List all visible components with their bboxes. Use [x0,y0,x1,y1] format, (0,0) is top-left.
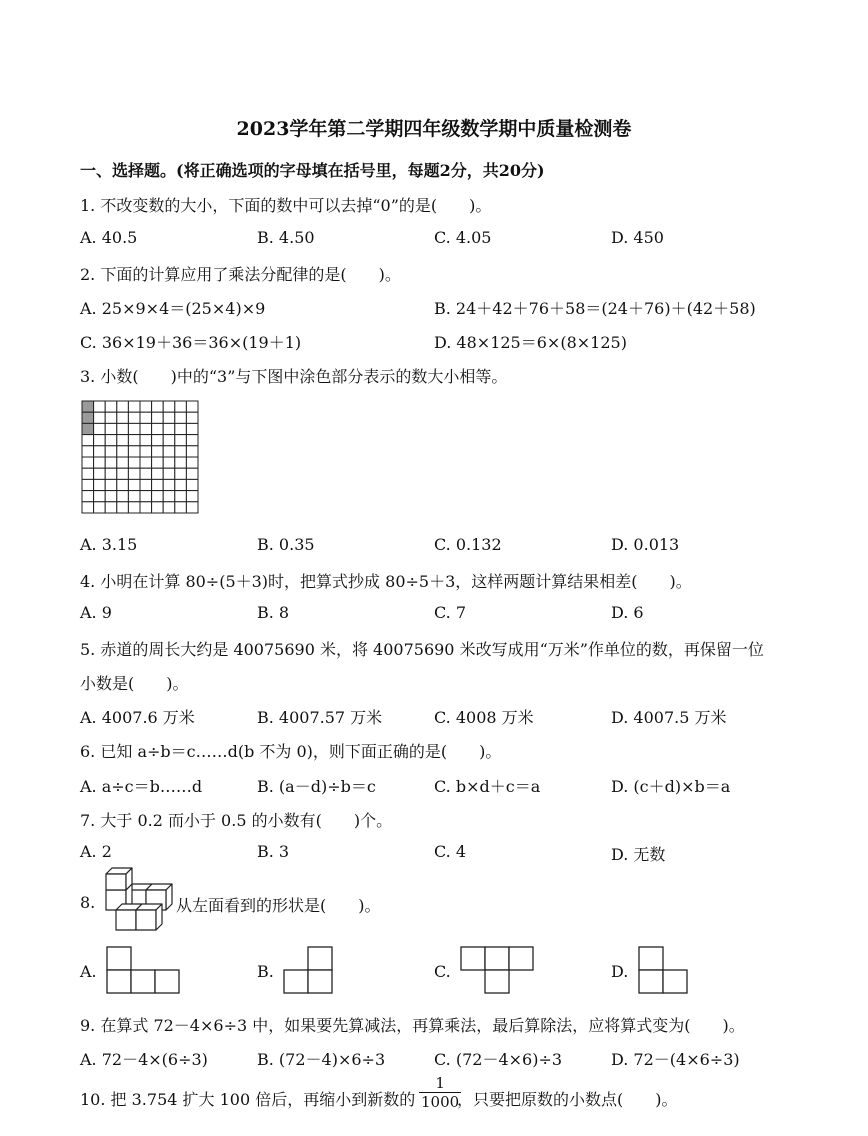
question-6: 6. 已知 a÷b＝c……d(b 不为 0)，则下面正确的是( )。 [80,742,502,761]
page-title: 2023学年第二学期四年级数学期中质量检测卷 [236,118,632,140]
q4-option-d: D. 6 [611,603,644,622]
grid-cell [82,502,94,513]
grid-cell [128,401,140,412]
grid-cell [117,468,129,479]
q5-option-d: D. 4007.5 万米 [611,708,727,727]
grid-cell [94,457,106,468]
q2-option-d: D. 48×125＝6×(8×125) [434,333,627,352]
grid-cell [140,502,152,513]
grid-cell [152,468,164,479]
question-4: 4. 小明在计算 80÷(5＋3)时，把算式抄成 80÷5＋3，这样两题计算结果相差( )。 [80,572,692,591]
grid-cell [152,412,164,423]
q4-option-a: A. 9 [80,603,112,622]
grid-cell [140,491,152,502]
q2-option-a: A. 25×9×4＝(25×4)×9 [80,299,266,318]
grid-cell [105,446,117,457]
grid-cell [140,435,152,446]
question-10-text-before: 10. 把 3.754 扩大 100 倍后，再缩小到新数的 [80,1090,416,1109]
grid-cell [105,412,117,423]
question-7: 7. 大于 0.2 而小于 0.5 的小数有( )个。 [80,811,393,830]
q8-shape-a-figure [106,946,180,994]
grid-cell [140,446,152,457]
grid-cell [163,412,175,423]
grid-cell [105,435,117,446]
grid-cell [105,479,117,490]
grid-cell [105,401,117,412]
grid-cell [175,435,187,446]
q7-option-a: A. 2 [80,842,112,861]
grid-cell [105,457,117,468]
q6-option-d: D. (c＋d)×b＝a [611,777,731,796]
grid-cell [152,491,164,502]
grid-cell [117,446,129,457]
q8-shape-b-figure [283,946,333,994]
grid-cell [186,468,198,479]
section-heading: 一、选择题。(将正确选项的字母填在括号里，每题2分，共20分) [80,161,545,180]
q1-option-d: D. 450 [611,228,664,247]
grid-cell [152,423,164,434]
grid-cell [117,435,129,446]
q5-option-a: A. 4007.6 万米 [80,708,195,727]
q3-option-c: C. 0.132 [434,535,502,554]
q7-option-b: B. 3 [257,842,290,861]
grid-cell [175,491,187,502]
grid-cell [152,502,164,513]
grid-cell [105,423,117,434]
grid-cell [105,468,117,479]
grid-cell [82,446,94,457]
q6-option-c: C. b×d＋c＝a [434,777,541,796]
grid-cell [128,412,140,423]
cube-stack-figure [100,868,176,934]
grid-cell [152,457,164,468]
grid-cell [140,412,152,423]
grid-cell [140,468,152,479]
grid-cell [94,479,106,490]
grid-cell-shaded [82,412,94,423]
grid-cell [186,435,198,446]
grid-cell [94,502,106,513]
grid-cell [175,468,187,479]
question-9: 9. 在算式 72－4×6÷3 中，如果要先算减法，再算乘法，最后算除法，应将算式变为( )。 [80,1016,745,1035]
grid-cell [186,457,198,468]
hundred-grid-figure [81,400,199,514]
q6-option-a: A. a÷c＝b……d [80,777,203,796]
grid-cell [105,491,117,502]
q5-option-c: C. 4008 万米 [434,708,534,727]
question-5-line-1: 5. 赤道的周长大约是 40075690 米，将 40075690 米改写成用“万米”作单位的数，再保留一位 [80,640,764,659]
grid-cell [186,423,198,434]
question-3: 3. 小数( )中的“3”与下图中涂色部分表示的数大小相等。 [80,367,508,386]
q8-option-c: C. [434,962,451,981]
grid-cell [175,423,187,434]
grid-cell [163,468,175,479]
grid-cell [163,457,175,468]
q8-shape-c-figure [460,946,534,994]
grid-cell [186,502,198,513]
q8-option-b: B. [257,962,274,981]
grid-cell [175,446,187,457]
grid-cell [117,491,129,502]
grid-cell [128,491,140,502]
grid-cell [82,457,94,468]
question-2: 2. 下面的计算应用了乘法分配律的是( )。 [80,265,401,284]
q1-option-b: B. 4.50 [257,228,315,247]
grid-cell [186,479,198,490]
grid-cell [94,401,106,412]
q3-option-b: B. 0.35 [257,535,315,554]
grid-cell [175,479,187,490]
question-5-line-2: 小数是( )。 [80,674,189,693]
grid-cell [140,423,152,434]
grid-cell [128,479,140,490]
grid-cell [105,502,117,513]
grid-cell [117,502,129,513]
grid-cell [140,401,152,412]
q3-option-a: A. 3.15 [80,535,138,554]
fraction-denominator: 1000 [421,1093,460,1111]
q8-option-a: A. [80,962,97,981]
grid-cell [94,446,106,457]
grid-cell [128,457,140,468]
question-1: 1. 不改变数的大小，下面的数中可以去掉“0”的是( )。 [80,196,492,215]
question-8-number: 8. [80,893,96,912]
grid-cell [163,401,175,412]
grid-cell-shaded [82,423,94,434]
q9-option-a: A. 72－4×(6÷3) [80,1050,208,1069]
grid-cell [163,502,175,513]
fraction-one-thousandth [419,1074,461,1111]
grid-cell [128,502,140,513]
grid-cell [140,479,152,490]
grid-cell [175,401,187,412]
q4-option-c: C. 7 [434,603,467,622]
grid-cell [82,435,94,446]
fraction-numerator: 1 [435,1074,445,1092]
grid-cell [175,412,187,423]
grid-cell [117,479,129,490]
grid-cell [128,446,140,457]
grid-cell [163,435,175,446]
q4-option-b: B. 8 [257,603,290,622]
grid-cell [152,435,164,446]
grid-cell [94,412,106,423]
grid-cell [128,435,140,446]
grid-cell [163,491,175,502]
grid-cell [175,502,187,513]
q1-option-c: C. 4.05 [434,228,492,247]
grid-cell [94,435,106,446]
q2-option-b: B. 24＋42＋76＋58＝(24＋76)＋(42＋58) [434,299,756,318]
grid-cell [163,479,175,490]
grid-cell [94,468,106,479]
q8-shape-d-figure [638,946,688,994]
grid-cell [140,457,152,468]
grid-cell [152,479,164,490]
q2-option-c: C. 36×19＋36＝36×(19＋1) [80,333,302,352]
q7-option-c: C. 4 [434,842,467,861]
grid-cell-shaded [82,401,94,412]
grid-cell [82,491,94,502]
grid-cell [128,468,140,479]
grid-cell [186,401,198,412]
q9-option-b: B. (72－4)×6÷3 [257,1050,386,1069]
grid-cell [117,401,129,412]
q7-option-d: D. 无数 [611,845,666,864]
grid-cell [82,468,94,479]
grid-cell [128,423,140,434]
grid-cell [117,457,129,468]
question-8: 从左面看到的形状是( )。 [176,896,381,915]
grid-cell [186,491,198,502]
q8-option-d: D. [611,962,629,981]
grid-cell [175,457,187,468]
grid-cell [152,401,164,412]
q9-option-d: D. 72－(4×6÷3) [611,1050,740,1069]
q9-option-c: C. (72－4×6)÷3 [434,1050,563,1069]
q3-option-d: D. 0.013 [611,535,680,554]
grid-cell [94,423,106,434]
grid-cell [186,446,198,457]
grid-cell [186,412,198,423]
q5-option-b: B. 4007.57 万米 [257,708,383,727]
q6-option-b: B. (a－d)÷b＝c [257,777,376,796]
q1-option-a: A. 40.5 [80,228,138,247]
question-10-text-after: ，只要把原数的小数点( )。 [457,1090,678,1109]
grid-cell [82,479,94,490]
grid-cell [94,491,106,502]
grid-cell [117,412,129,423]
grid-cell [163,423,175,434]
grid-cell [163,446,175,457]
grid-cell [117,423,129,434]
grid-cell [152,446,164,457]
